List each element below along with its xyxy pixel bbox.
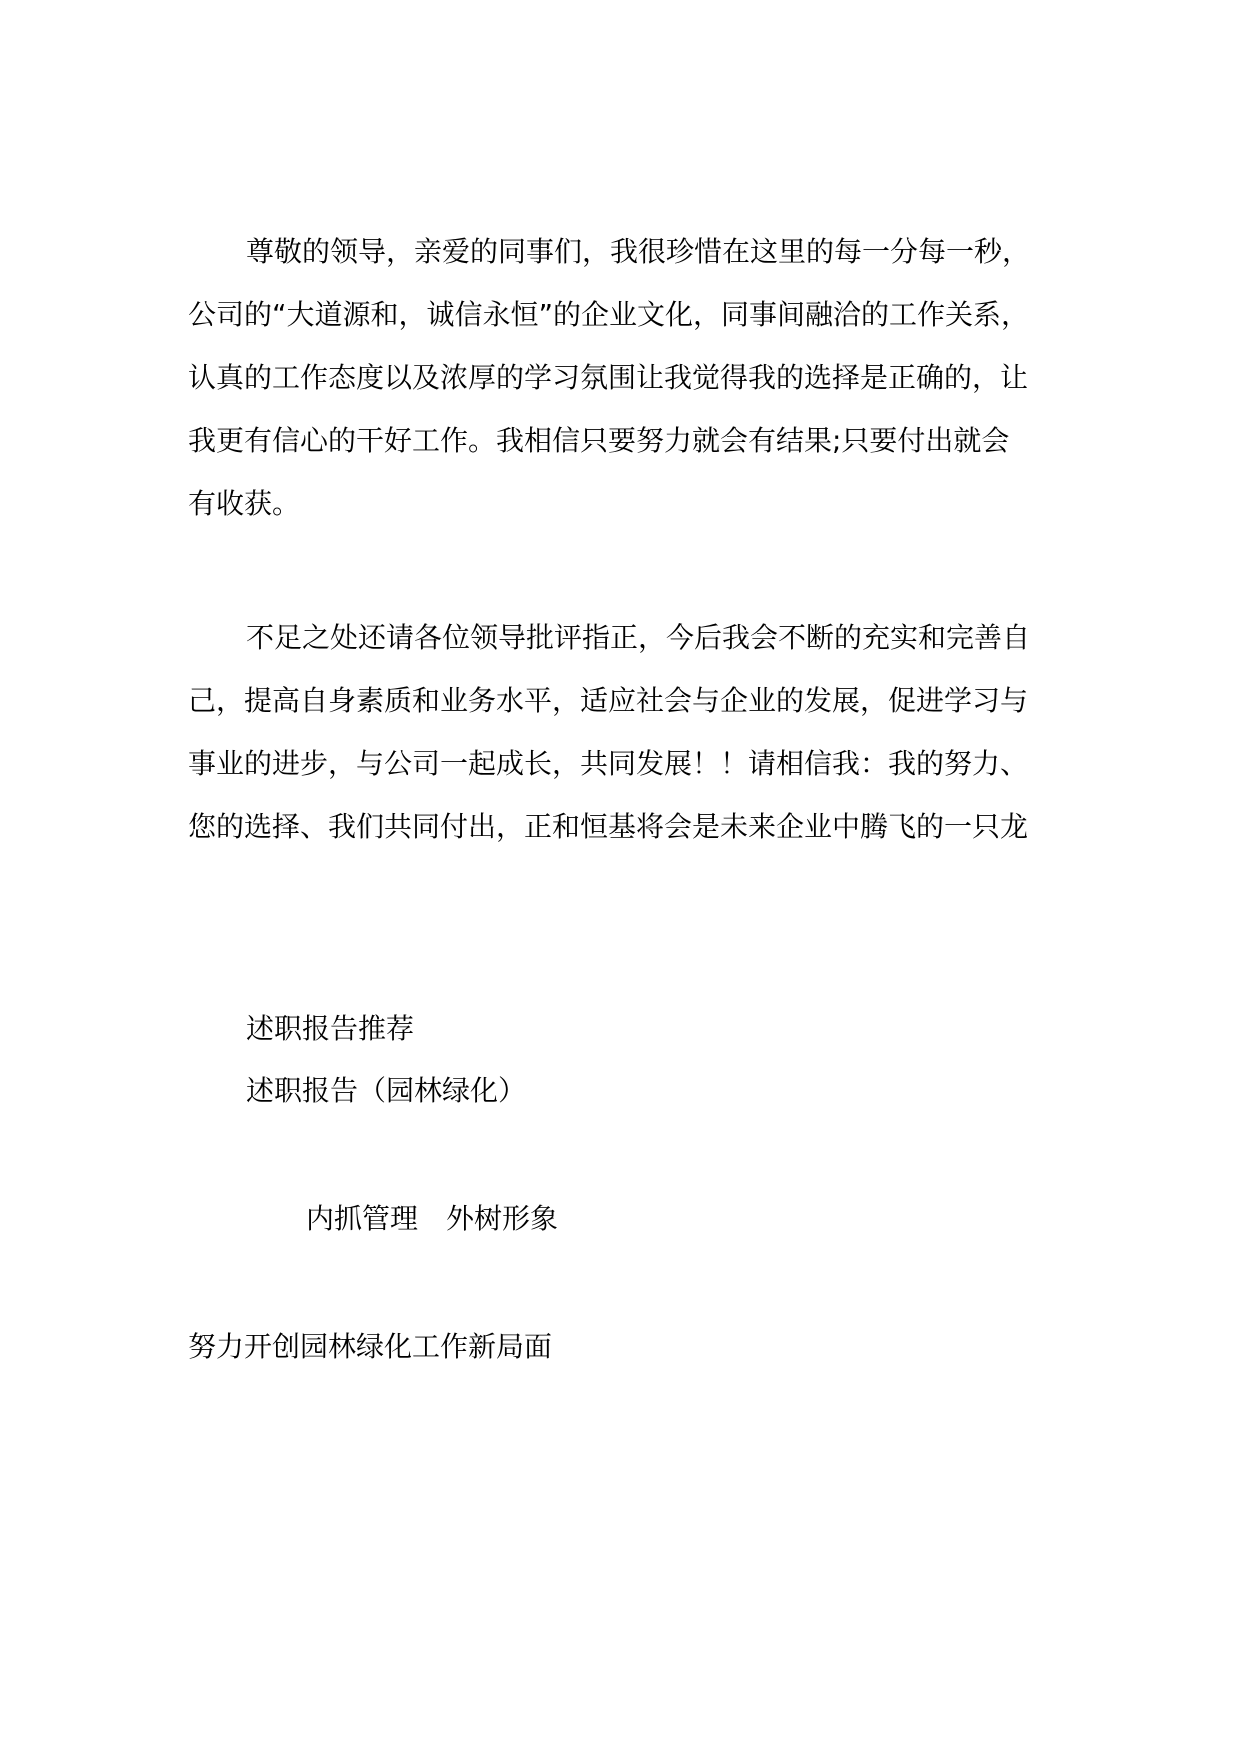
section-title: 努力开创园林绿化工作新局面 [188,1330,553,1363]
paragraph-2-line-3: 事业的进步，与公司一起成长，共同发展！！请相信我：我的努力、 [188,747,1029,780]
paragraph-2-line-1: 不足之处还请各位领导批评指正，今后我会不断的充实和完善自 [246,621,1031,654]
paragraph-1-line-5: 有收获。 [188,487,301,520]
paragraph-1-line-4: 我更有信心的干好工作。我相信只要努力就会有结果;只要付出就会 [188,424,1010,457]
paragraph-1-line-1: 尊敬的领导，亲爱的同事们，我很珍惜在这里的每一分每一秒， [246,235,1031,268]
recommend-heading: 述职报告推荐 [246,1012,415,1045]
subtitle: 内抓管理 外树形象 [306,1202,559,1235]
paragraph-1-line-3: 认真的工作态度以及浓厚的学习氛围让我觉得我的选择是正确的，让 [188,361,1029,394]
paragraph-2-line-4: 您的选择、我们共同付出，正和恒基将会是未来企业中腾飞的一只龙 [188,810,1029,843]
recommend-item: 述职报告（园林绿化） [246,1074,527,1107]
paragraph-2-line-2: 己，提高自身素质和业务水平，适应社会与企业的发展，促进学习与 [188,684,1029,717]
paragraph-1-line-2: 公司的“大道源和，诚信永恒”的企业文化，同事间融洽的工作关系， [188,298,1030,331]
